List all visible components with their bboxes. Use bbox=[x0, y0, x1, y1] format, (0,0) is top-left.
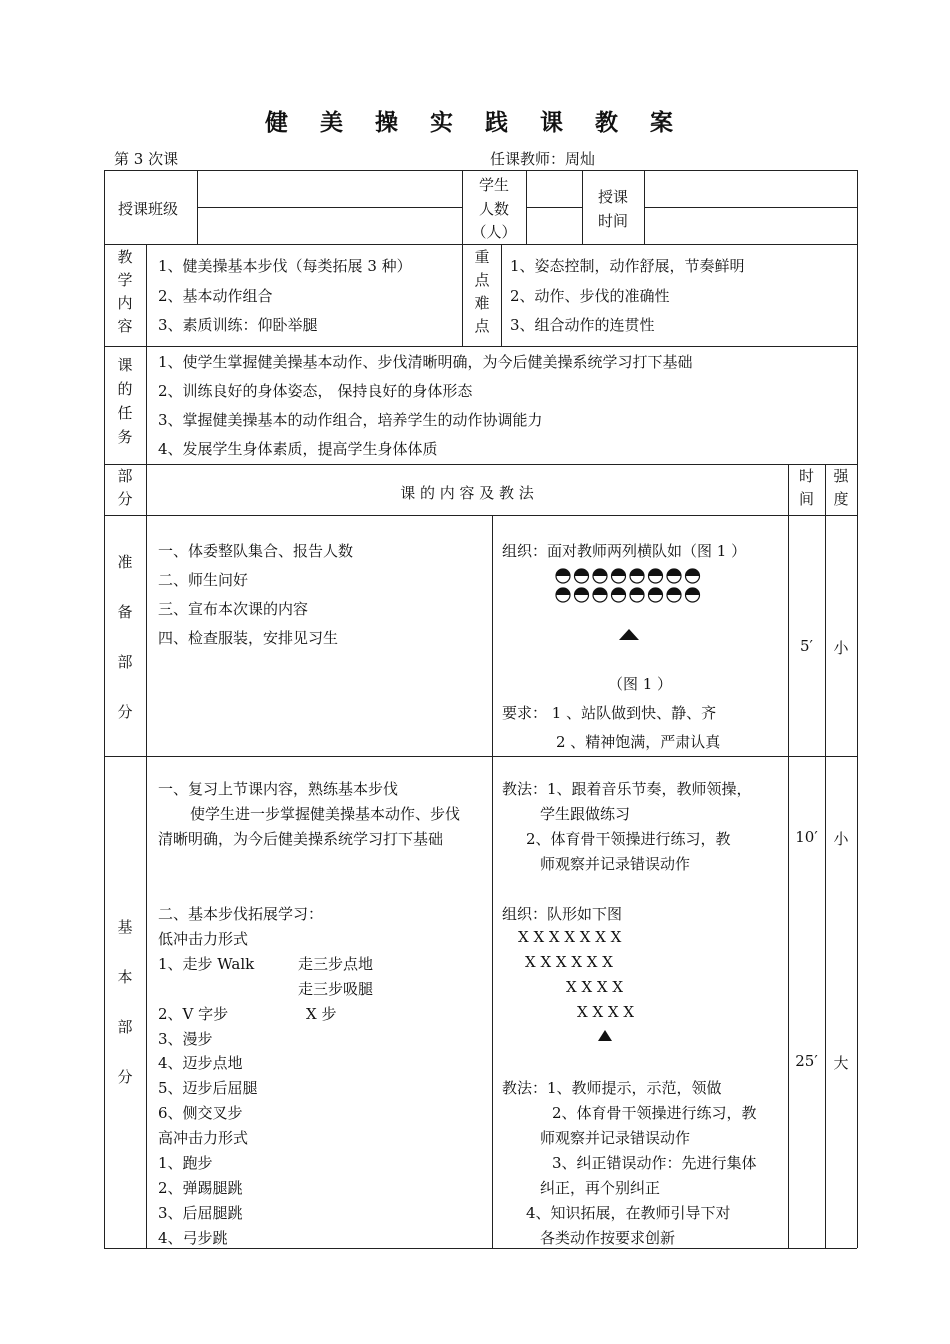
review-title: 一、复习上节课内容，熟练基本步伐 bbox=[158, 780, 399, 798]
students-label-2: 人数 bbox=[478, 200, 509, 218]
high-step-2: 2、弹踢腿跳 bbox=[158, 1179, 243, 1197]
review-text-1: 使学生进一步掌握健美操基本动作、步伐 bbox=[190, 805, 461, 823]
student-symbol bbox=[667, 588, 681, 602]
key-item-1: 1、姿态控制，动作舒展，节奏鲜明 bbox=[510, 257, 745, 275]
high-step-4: 4、弓步跳 bbox=[158, 1229, 228, 1247]
low-step-2: 2、V 字步 bbox=[158, 1005, 229, 1023]
figure-1-formation bbox=[554, 568, 704, 648]
prep-requirement-2: 2 、精神饱满，严肃认真 bbox=[556, 733, 721, 751]
basic-time-1: 10′ bbox=[795, 828, 818, 846]
low-step-1: 1、走步 Walk bbox=[158, 955, 255, 973]
method2-line-4: 3、纠正错误动作：先进行集体 bbox=[552, 1154, 757, 1172]
basic-time-2: 25′ bbox=[795, 1052, 818, 1070]
students-label-1: 学生 bbox=[478, 176, 509, 194]
method2-line-1: 教法：1、教师提示，示范，领做 bbox=[502, 1079, 722, 1097]
prep-time: 5′ bbox=[800, 637, 813, 655]
key-points-label: 重 点 难 点 bbox=[474, 248, 490, 335]
student-symbol bbox=[686, 569, 700, 583]
method2-line-2: 2、体育骨干领操进行练习，教 bbox=[552, 1104, 757, 1122]
key-item-2: 2、动作、步伐的准确性 bbox=[510, 287, 670, 305]
method1-line-2: 学生跟做练习 bbox=[540, 805, 631, 823]
task-item-3: 3、掌握健美操基本的动作组合，培养学生的动作协调能力 bbox=[158, 411, 543, 429]
student-symbol bbox=[556, 588, 570, 602]
head-part-label: 部 分 bbox=[117, 467, 133, 508]
student-symbol bbox=[630, 588, 644, 602]
steps-title: 二、基本步伐拓展学习： bbox=[158, 905, 324, 923]
method2-line-5: 纠正，再个别纠正 bbox=[540, 1179, 661, 1197]
head-intensity-label: 强 度 bbox=[833, 467, 849, 508]
method2-line-3: 师观察并记录错误动作 bbox=[540, 1129, 691, 1147]
students-label-3: （人） bbox=[471, 223, 517, 241]
task-item-4: 4、发展学生身体素质，提高学生身体体质 bbox=[158, 440, 438, 458]
high-step-3: 3、后屈腿跳 bbox=[158, 1204, 243, 1222]
basic-part-label: 基 本 部 分 bbox=[117, 918, 133, 1086]
prep-part-label: 准 备 部 分 bbox=[117, 553, 133, 721]
student-symbol bbox=[667, 569, 681, 583]
low-step-5: 5、迈步后屈腿 bbox=[158, 1079, 258, 1097]
student-symbol bbox=[686, 588, 700, 602]
lesson-number: 第 3 次课 bbox=[114, 150, 179, 168]
teacher-triangle bbox=[619, 629, 639, 640]
head-time-label: 时 间 bbox=[798, 467, 814, 508]
content-item-3: 3、素质训练：仰卧举腿 bbox=[158, 316, 318, 334]
tasks-label: 课 的 任 务 bbox=[117, 356, 133, 446]
formation-row-3: X X X X bbox=[566, 978, 624, 996]
formation-row-4: X X X X bbox=[577, 1003, 635, 1021]
basic-intensity-2: 大 bbox=[833, 1054, 849, 1072]
basic-organization: 组织：队形如下图 bbox=[502, 905, 623, 923]
low-step-6: 6、侧交叉步 bbox=[158, 1104, 243, 1122]
low-step-3: 3、漫步 bbox=[158, 1030, 213, 1048]
key-item-3: 3、组合动作的连贯性 bbox=[510, 316, 655, 334]
low-step-1b: 走三步吸腿 bbox=[298, 980, 374, 998]
method1-line-1: 教法：1、跟着音乐节奏，教师领操， bbox=[502, 780, 752, 798]
figure-1-caption: （图 1 ） bbox=[607, 675, 673, 693]
prep-intensity: 小 bbox=[833, 639, 849, 657]
prep-item-1: 一、体委整队集合、报告人数 bbox=[158, 542, 354, 560]
student-symbol bbox=[575, 569, 589, 583]
time-label-1: 授课 bbox=[597, 188, 628, 206]
student-symbol bbox=[630, 569, 644, 583]
prep-organization: 组织：面对教师两列横队如（图 1 ） bbox=[502, 542, 747, 560]
prep-item-3: 三、宣布本次课的内容 bbox=[158, 600, 309, 618]
method2-line-7: 各类动作按要求创新 bbox=[540, 1229, 676, 1247]
high-step-1: 1、跑步 bbox=[158, 1154, 213, 1172]
teacher-name: 任课教师：周灿 bbox=[490, 150, 596, 168]
low-step-1a: 走三步点地 bbox=[298, 955, 374, 973]
method2-line-6: 4、知识拓展，在教师引导下对 bbox=[526, 1204, 731, 1222]
review-text-2: 清晰明确，为今后健美操系统学习打下基础 bbox=[158, 830, 444, 848]
low-step-2a: X 步 bbox=[306, 1005, 337, 1023]
formation-row-1: X X X X X X X bbox=[518, 928, 622, 946]
prep-requirement-1: 要求： 1 、站队做到快、静、齐 bbox=[502, 704, 717, 722]
task-item-1: 1、使学生掌握健美操基本动作、步伐清晰明确，为今后健美操系统学习打下基础 bbox=[158, 353, 693, 371]
high-impact-title: 高冲击力形式 bbox=[158, 1129, 249, 1147]
content-item-1: 1、健美操基本步伐（每类拓展 3 种） bbox=[158, 257, 412, 275]
task-item-2: 2、训练良好的身体姿态， 保持良好的身体形态 bbox=[158, 382, 473, 400]
time-label-2: 时间 bbox=[597, 212, 628, 230]
head-content-label: 课 的 内 容 及 教 法 bbox=[400, 484, 534, 502]
low-step-4: 4、迈步点地 bbox=[158, 1054, 243, 1072]
student-symbol bbox=[612, 588, 626, 602]
teacher-position-triangle bbox=[597, 1030, 613, 1042]
page-title: 健 美 操 实 践 课 教 案 bbox=[264, 110, 686, 136]
student-symbol bbox=[556, 569, 570, 583]
student-symbol bbox=[612, 569, 626, 583]
student-symbol bbox=[593, 569, 607, 583]
formation-row-2: X X X X X X bbox=[525, 953, 613, 971]
prep-item-2: 二、师生问好 bbox=[158, 571, 249, 589]
low-impact-title: 低冲击力形式 bbox=[158, 930, 249, 948]
content-item-2: 2、基本动作组合 bbox=[158, 287, 273, 305]
basic-intensity-1: 小 bbox=[833, 830, 849, 848]
content-label: 教 学 内 容 bbox=[117, 248, 133, 335]
student-symbol bbox=[649, 588, 663, 602]
student-symbol bbox=[649, 569, 663, 583]
method1-line-4: 师观察并记录错误动作 bbox=[540, 855, 691, 873]
method1-line-3: 2、体育骨干领操进行练习，教 bbox=[526, 830, 731, 848]
prep-item-4: 四、检查服装，安排见习生 bbox=[158, 629, 339, 647]
class-label: 授课班级 bbox=[118, 200, 179, 218]
student-symbol bbox=[575, 588, 589, 602]
student-symbol bbox=[593, 588, 607, 602]
